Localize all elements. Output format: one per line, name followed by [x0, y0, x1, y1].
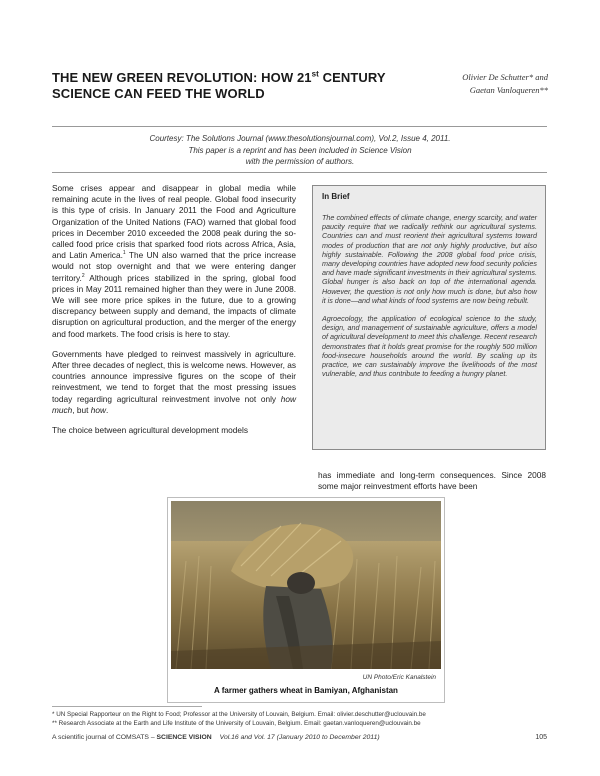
courtesy-divider [52, 172, 547, 173]
in-brief-title: In Brief [322, 192, 350, 201]
body-right-continuation: has immediate and long-term consequences. Since 2008 some major reinvestment efforts have been [318, 470, 546, 492]
body-paragraph-2: Governments have pledged to reinvest massively in agriculture. After three decades of neglect, this is welcome news. However, as countries announce impressive figures on the scope of their reinvestment, we tend to forget that the most pressing issues today regarding agricultural reinvestment involve not only how much, but how. [52, 348, 296, 415]
footnotes [52, 710, 552, 728]
article-title [52, 70, 422, 102]
author-1: Olivier De Schutter* and [462, 72, 548, 82]
journal-line: A scientific journal of COMSATS – SCIENCE VISION [52, 734, 212, 741]
footnote-divider [52, 706, 202, 707]
footnote-1: * UN Special Rapporteur on the Right to Food; Professor at the University of Louvain, Belgium. Email: olivier.deschutter@uclouvain.be [52, 711, 426, 718]
body-paragraph-3: The choice between agricultural development models [52, 425, 249, 436]
figure-caption: A farmer gathers wheat in Bamiyan, Afghanistan [214, 686, 398, 695]
in-brief-box [312, 185, 546, 450]
body-left-column [52, 183, 296, 445]
in-brief-paragraph-1: The combined effects of climate change, energy scarcity, and water paucity require that we radically rethink our agricultural systems. Countries can and must reorient their agricultural systems toward modes of production that are not only highly productive, but also highly sustainable. Following the 2008 global food price crisis, many developing countries have adopted new food security policies and have made significant investments in their agricultural systems. Global hunger is also back on top of the international agenda. However, the question is not only how much is done, but also how it is done—and what kinds of food systems are now being rebuilt. [322, 213, 537, 305]
volume-info: Vol.16 and Vol. 17 (January 2010 to December 2011) [219, 734, 380, 741]
in-brief-paragraph-2: Agroecology, the application of ecological science to the study, design, and management of sustainable agriculture, offers a model of agricultural development to meet this challenge. Recent research demonstrates that it holds great promise for the roughly 500 million food-insecure households around the world. By scaling up its practice, we can sustainably improve the livelihoods of the most vulnerable, and thus contribute to feeding a hungry planet. [322, 314, 537, 379]
wheat-harvest-photo [171, 501, 441, 669]
title-line1: THE NEW GREEN REVOLUTION: HOW 21st CENTURY [52, 69, 386, 85]
page-number: 105 [535, 734, 547, 741]
page-footer [52, 733, 552, 742]
author-2: Gaetan Vanloqueren** [469, 85, 548, 95]
body-paragraph-1: Some crises appear and disappear in global media while remaining acute in the lives of real people. Global food insecurity is this type of crisis. In January 2011 the Food and Agriculture Organization of the United Nations (FAO) warned that global food prices in December 2010 exceeded the 2008 peak during the so-called food price crisis that sparked food riots across Africa, Asia, and Latin America.$^1$ The UN also warned that the price increase would not stop overnight and that we were entering danger territory.$^2$ Although prices stabilized in the spring, global food prices in May 2011 remained higher than they were in June 2008. We will see more price spikes in the future, due to a growing discrepancy between supply and demand, the impacts of climate disruption on agricultural production, and the merger of the energy and food markets. The food crisis is here to stay. [52, 183, 296, 339]
author-list [430, 71, 548, 97]
footnote-2: ** Research Associate at the Earth and Life Institute of the University of Louvain, Belgium. Email: gaetan.vanloqueren@uclouvain.be [52, 720, 421, 727]
header-divider [52, 126, 547, 127]
photo-credit: UN Photo/Eric Kanalstein [362, 674, 436, 681]
title-line2: SCIENCE CAN FEED THE WORLD [52, 86, 265, 101]
courtesy-note: Courtesy: The Solutions Journal (www.thesolutionsjournal.com), Vol.2, Issue 4, 2011. This paper is a reprint and has been included in Science Vision with the permission of authors. [149, 134, 451, 166]
